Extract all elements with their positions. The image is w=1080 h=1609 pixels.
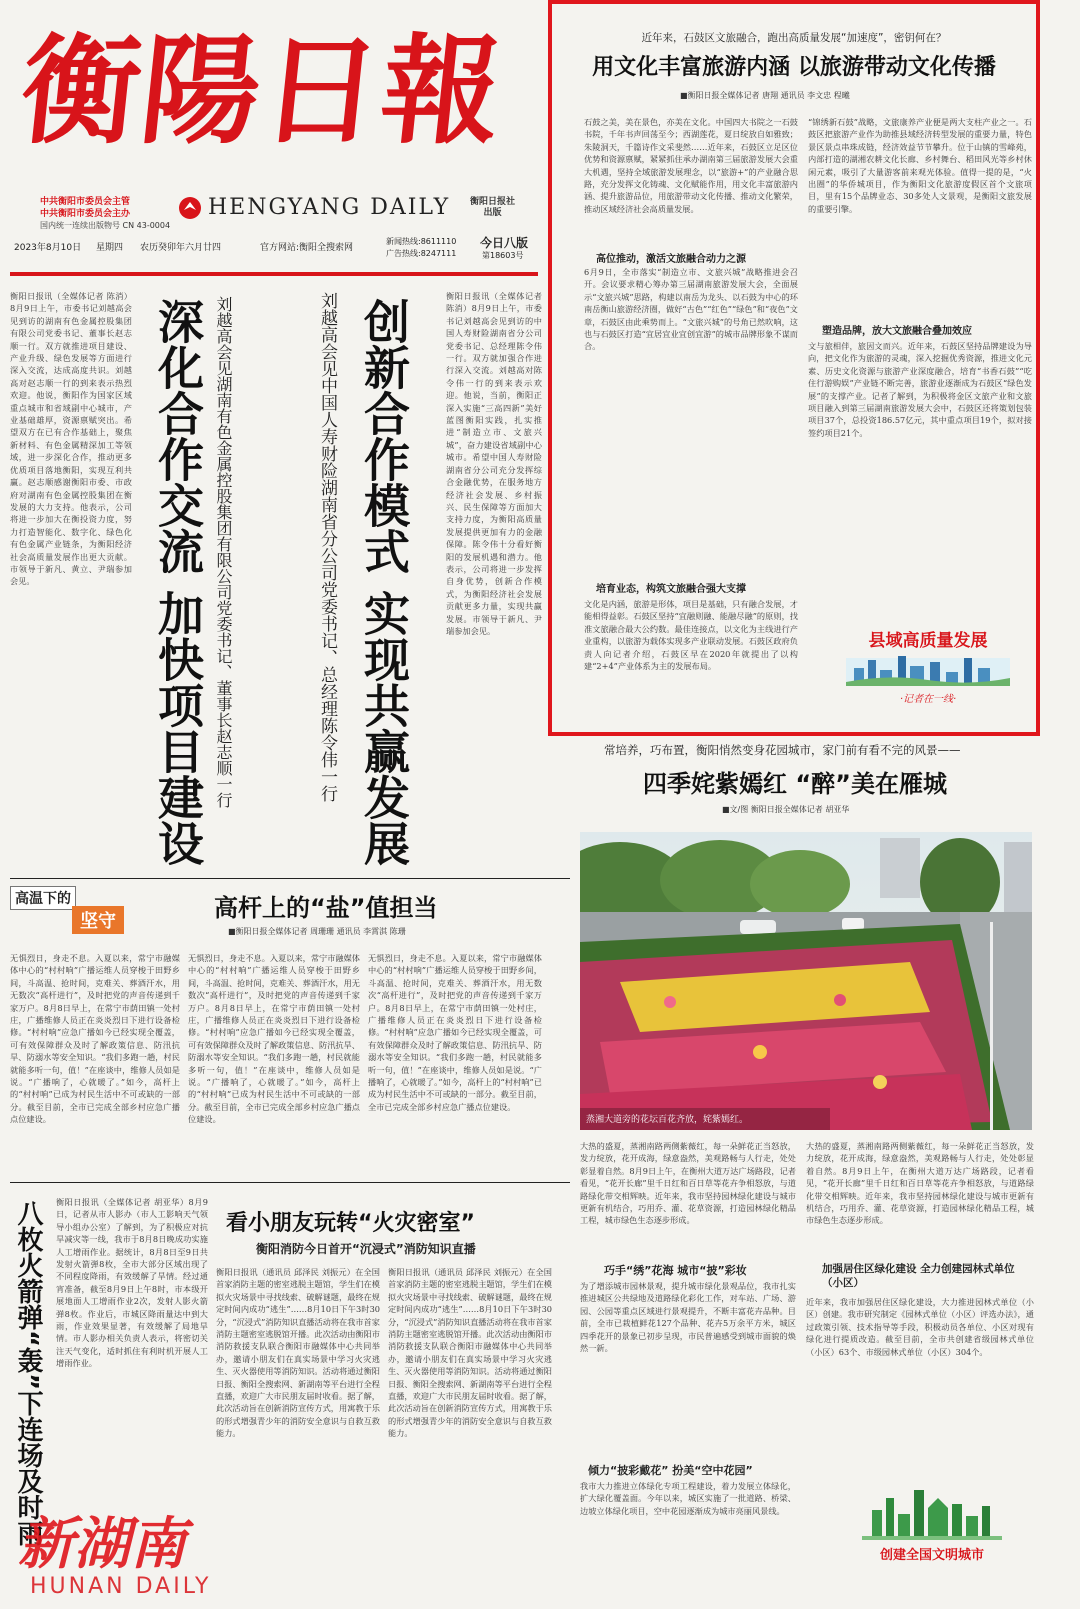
story-d-section-1-body: 为了增添城市园林景观，提升城市绿化景观品位，我市扎实推进城区公共绿地及道路绿化彩化工作，对车站、广场、游园、公园等重点区域进行景观提升，不断丰富花卉品种。目前，全市已栽植鲜花127个品种、花卉5万余平方米，城区四季花开的景象已初步呈现，市民普遍感受到城市面貌的焕然一新。 — [580, 1281, 796, 1354]
flower-bed-photo — [580, 832, 1032, 1130]
story-c-section-3: 塑造品牌，放大文旅融合叠加效应 — [822, 326, 972, 337]
story-c-col2-body: “锦绣新石鼓”战略，文旅康养产业便是两大支柱产业之一。石鼓区把旅游产业作为助推县域经济转型发展的重要力量，特色景区景点串珠成链，经济效益节节攀升。位于山镇的雪峰苑，内部打造的湖湘农耕文化长廊、乡村舞台、稻田风光等乡村休闲元素，吸引了大量游客前来观光体验。值得一提的是，“火出圈”的华侨城项目，作为衡阳文化旅游度假区首个文旅项目，里有15个品牌业态、30多处人文景观，是衡阳文旅发展的重要引擎。 — [808, 117, 1032, 214]
story-c-headline: 用文化丰富旅游内涵 以旅游带动文化传播 — [592, 55, 996, 80]
story-d-headline: 四季姹紫嫣红 “醉”美在雁城 — [643, 770, 947, 798]
sponsor-block — [40, 196, 170, 231]
story-d-kicker: 常培养，巧布置，衡阳悄然变身花园城市，家门前有看不完的风景—— — [604, 743, 961, 757]
section-divider-2 — [10, 1182, 570, 1183]
story-d-section-1: 巧手“绣”花海 城市“披”彩妆 — [604, 1264, 747, 1277]
photo-caption: 蒸湘大道旁的花坛百花齐放，姹紫嫣红。 — [586, 1115, 749, 1125]
news-hotline: 新闻热线:8611110 — [386, 237, 457, 246]
county-badge-footer: ·记者在一线· — [899, 694, 957, 705]
ad-hotline: 广告热线:8247111 — [386, 249, 457, 258]
sponsor-line-2: 中共衡阳市委员会主办 — [40, 209, 131, 219]
issue-weekday: 星期四 — [96, 243, 124, 253]
story-f-body-col1: 衡阳日报讯（通讯员 邱泽民 刘振元）在全国首家消防主题的密室逃脱主题馆，学生们在模拟火灾场景中寻找线索、破解谜题，最终在规定时间内成功“逃生”……8月10日下午3时30分，“沉浸式”消防知识直播活动将在我市首家消防主题密室逃脱馆开播。此次活动由衡阳市消防救援支队联合衡阳市融媒体中心共同举办，邀请小朋友们在真实场景中学习火灾逃生、灭火器使用等消防知识。活动将通过衡阳日报、衡阳全搜索网、新湖南等平台进行全程直播，欢迎广大市民朋友届时收看。据了解，此次活动旨在创新消防宣传方式，用寓教于乐的形式增强青少年的消防安全意识与自救互救能力。 — [216, 1267, 380, 1439]
civilized-city-skyline-icon — [862, 1484, 1002, 1540]
story-c-section-3-body: 文与旅相伴，旅因文而兴。近年来，石鼓区坚持品牌建设为导向，把文化作为旅游的灵魂，深入挖掘优秀资源，推进文化元素、历史文化资源与旅游产业深度融合，培育“书香石鼓”“吃住行游购娱”产业链不断完善，旅游业逐渐成为石鼓区“绿色发展”的支撑产业。记者了解到，为积极将金区文旅产业和文旅项目融入到第三届湖南旅游发展大会中，石鼓区还将策划包装项目37个，总投资186.57亿元，其中重点项目19个，拟对接签约项目21个。 — [808, 341, 1032, 438]
story-b-subtitle: 刘越高会见湖南有色金属控股集团有限公司党委书记、董事长赵志顺一行 — [214, 296, 233, 808]
story-e-body-col1: 无惧烈日，身走不息。入夏以来，常宁市融媒体中心的“村村响”广播运维人员穿梭于田野乡间，斗高温、抢时间，克难关、葬酒汗水，用无数次“高杆进行”，及时把党的声音传递到千家万户。8月8日早上，在常宁市荫田镇一处村庄，广播维修人员正在炎炎烈日下进行设备检修。“村村响”应急广播如今已经实现全覆盖，可有效保障群众及时了解政策信息、防汛抗旱、防溺水等安全知识。“我们多跑一趟，村民就能多听一句，值！”在座谈中，维修人员如是说。“广播响了，心就暖了。”如今，高杆上的“村村响”已成为村民生活中不可或缺的一部分。截至目前，全市已完成全部乡村应急广播点位建设。 — [10, 953, 180, 1125]
story-c-intro: 石鼓之美，美在景色，亦美在文化。中国四大书院之一石鼓书院，千年书声回荡至今；西湖莲花，夏日绽放自如雅致；朱陵洞天，千篇诗作文采斐然……近年来，石鼓区立足区位优势和资源禀赋，紧紧抓住承办湖南第三届旅游发展大会重大机遇，坚持全域旅游发展理念，以“旅游+”的产业融合思路，充分发挥文化铸魂、文化赋能作用，用文化丰富旅游内涵、提升旅游品位，用旅游带动文化传播、推动文化繁荣，推动区域经济社会高质量发展。 — [584, 117, 798, 214]
newspaper-logo-icon — [178, 196, 202, 220]
story-a-headline: 创新合作模式 实现共赢发展 — [357, 298, 411, 867]
story-c-kicker: 近年来，石鼓区文旅融合，跑出高质量发展“加速度”，密钥何在？ — [641, 32, 947, 44]
story-c-section-2: 培育业态，构筑文旅融合强大支撑 — [596, 584, 746, 595]
publisher-name: 衡阳日报社 — [470, 197, 516, 207]
story-d-section-3: 加强居住区绿化建设 全力创建园林式单位（小区） — [822, 1263, 1015, 1289]
story-d-section-2-body: 我市大力推进立体绿化专项工程建设，着力发展立体绿化，扩大绿化覆盖面。今年以来，城区实施了一批道路、桥梁、边坡立体绿化项目，空中花园逐渐成为城市亮丽风景线。 — [580, 1481, 796, 1516]
civilized-city-badge — [862, 1484, 1002, 1568]
story-g-body: 衡阳日报讯（全媒体记者 胡亚华）8月9日，记者从市人影办（市人工影响天气领导小组办公室）了解到，为了积极应对抗旱减灾等一线，我市于8月8日晚成功实施人工增雨作业。据统计，8月8日至9日共发射火箭弹8枚，全市大部分区域出现了不同程度降雨，有效缓解了旱情。经过通宵准备，截至8月9日上午8时，市本级开展地面人工增雨作业2次，发射人影火箭弹8枚。作业后，市城区降雨量达中到大雨，作业效果显著，有效缓解了局地旱情。市人影办相关负责人表示，将密切关注天气变化，适时抓住有利时机开展人工增雨作业。 — [56, 1197, 208, 1369]
story-e-kicker-line-1: 高温下的 — [10, 886, 76, 910]
masthead-divider — [10, 272, 538, 276]
story-c-section-1-body: 6月9日，全市落实“制造立市、文旅兴城”战略推进会召开。会议要求精心筹办第三届湖南旅游发展大会，全面展示“文旅兴城”思路，构建以南岳为龙头、以石鼓为中心的环南岳衡山旅游经济圈，做好“古色”“红色”“绿色”和“夜色”文章，石鼓区由此乘势而上。“文旅兴城”的号角已然吹响，这也与石鼓区打造“宜居宜业宜创宜游”的城市品牌形象不谋而合。 — [584, 267, 798, 352]
section-divider — [10, 878, 570, 879]
publisher-label: 出版 — [483, 208, 502, 218]
page-count: 今日八版 — [480, 236, 529, 250]
county-badge-title: 县域高质量发展 — [868, 631, 988, 651]
story-e-kicker-line-2: 坚守 — [72, 906, 124, 934]
masthead-title: 衡陽日報 — [14, 21, 510, 160]
story-d-intro: 大热的盛夏，蒸湘南路两侧紫薇红，每一朵鲜花正当怒放，发力绽放，花开成海，绿意盎然，美观路畅与人行走，处处彰显着自然。8月9日上午，在衡州大道万达广场路段，记者看见，“花开长廊”里千日红和百日草等花卉争相怒放，与道路绿化带交相辉映。近年来，我市坚持园林绿化建设与城市更新有机结合，巧用乔、灌、花草资源，打造园林绿化精品工程，城市绿色生态逐步形成。 — [580, 1141, 796, 1226]
story-d-section-2: 倾力“披彩戴花” 扮美“空中花园” — [588, 1464, 753, 1477]
info-bar — [14, 236, 534, 266]
story-b-body: 衡阳日报讯（全媒体记者 陈消）8月9日上午，市委书记刘越高会见到访的湖南有色金属控股集团有限公司党委书记、董事长赵志顺一行。双方就推进项目建设、产业升级、绿色发展等方面进行深入交流，达成高度共识。刘越高对赵志顺一行的到来表示热烈欢迎。他说，衡阳作为国家区域重点城市和省域副中心城市，产业基础雄厚，资源禀赋突出。希望双方在已有合作基础上，聚焦新材料、有色金属精深加工等领域，进一步深化合作，推动更多优质项目落地衡阳，实现互利共赢。赵志顺感谢衡阳市委、市政府对湖南有色金属控股集团在衡发展的大力支持。他表示，公司将进一步加大在衡投资力度，努力打造智能化、数字化、绿色化有色金属产业链条，为衡阳经济社会高质量发展作出更大贡献。市领导于新凡、黄立、尹瑞参加会见。 — [10, 291, 132, 587]
issn: 国内统一连续出版物号 CN 43-0004 — [40, 221, 171, 230]
county-badge — [846, 626, 1010, 706]
story-c-section-2-body: 文化是内涵，旅游是形体，项目是基础，只有融合发展，才能相得益彰。石鼓区坚持“宜融则融、能融尽融”的原则，找准文旅融合最大公约数。最佳连接点，以文化为主线进行产业重构，以旅游为载体实现多产业联动发展。石鼓区政府负责人向记者介绍，石鼓区早在2020年就提出了以构建“2+4”产业体系为主的发展布局。 — [584, 599, 798, 672]
publisher-block — [470, 197, 515, 219]
sponsor-line-1: 中共衡阳市委员会主管 — [40, 197, 131, 207]
story-d-col2-body: 大热的盛夏，蒸湘南路两侧紫薇红，每一朵鲜花正当怒放，发力绽放，花开成海，绿意盎然，美观路畅与人行走，处处彰显着自然。8月9日上午，在衡州大道万达广场路段，记者看见，“花开长廊”里千日红和百日草等花卉争相怒放，与道路绿化带交相辉映。近年来，我市坚持园林绿化建设与城市更新有机结合，巧用乔、灌、花草资源，打造园林绿化精品工程，城市绿色生态逐步形成。 — [806, 1141, 1034, 1226]
story-d-section-3-body: 近年来，我市加强居住区绿化建设，大力推进园林式单位（小区）创建。我市研究制定《园林式单位（小区）评选办法》，通过政策引领、技术指导等手段，积极动员各单位、小区对现有绿化进行提质改造。截至目前，全市共创建省级园林式单位（小区）63个、市级园林式单位（小区）304个。 — [806, 1297, 1034, 1357]
story-d-byline: ■文/图 衡阳日报全媒体记者 胡亚华 — [722, 805, 850, 814]
watermark-brand: 新湖南 — [18, 1512, 186, 1577]
issue-date: 2023年8月10日 — [14, 243, 82, 253]
story-e-body-col3: 无惧烈日，身走不息。入夏以来，常宁市融媒体中心的“村村响”广播运维人员穿梭于田野乡间，斗高温、抢时间，克难关、葬酒汗水，用无数次“高杆进行”，及时把党的声音传递到千家万户。8月8日早上，在常宁市荫田镇一处村庄，广播维修人员正在炎炎烈日下进行设备检修。“村村响”应急广播如今已经实现全覆盖，可有效保障群众及时了解政策信息、防汛抗旱、防溺水等安全知识。“我们多跑一趟，村民就能多听一句，值！”在座谈中，维修人员如是说。“广播响了，心就暖了。”如今，高杆上的“村村响”已成为村民生活中不可或缺的一部分。截至目前，全市已完成全部乡村应急广播点位建设。 — [368, 953, 542, 1112]
story-f-body-col2: 衡阳日报讯（通讯员 邱泽民 刘振元）在全国首家消防主题的密室逃脱主题馆，学生们在模拟火灾场景中寻找线索、破解谜题，最终在规定时间内成功“逃生”……8月10日下午3时30分，“沉浸式”消防知识直播活动将在我市首家消防主题密室逃脱馆开播。此次活动由衡阳市消防救援支队联合衡阳市融媒体中心共同举办，邀请小朋友们在真实场景中学习火灾逃生、灭火器使用等消防知识。活动将通过衡阳日报、衡阳全搜索网、新湖南等平台进行全程直播，欢迎广大市民朋友届时收看。据了解，此次活动旨在创新消防宣传方式，用寓教于乐的形式增强青少年的消防安全意识与自救互救能力。 — [388, 1267, 552, 1439]
story-e-byline: ■衡阳日报全媒体记者 周珊珊 通讯员 李霄淇 陈珊 — [228, 927, 406, 936]
story-c-section-1: 高位推动，激活文旅融合动力之源 — [596, 254, 746, 265]
civilized-city-badge-title: 创建全国文明城市 — [879, 1548, 984, 1563]
lunar-date: 农历癸卯年六月廿四 — [140, 243, 222, 253]
story-a-subtitle: 刘越高会见中国人寿财险湖南省分公司党委书记、总经理陈令伟一行 — [317, 292, 337, 802]
story-a-body: 衡阳日报讯（全媒体记者 陈消）8月9日上午，市委书记刘越高会见到访的中国人寿财险湖南省分公司党委书记、总经理陈令伟一行。双方就加强合作进行深入交流。刘越高对陈令伟一行的到来表示欢迎。他说，当前，衡阳正深入实施“三高四新”美好蓝图衡阳实践，扎实推进“制造立市、文旅兴城”，奋力建设省域副中心城市。希望中国人寿财险湖南省分公司充分发挥综合金融优势，在服务地方经济社会发展、乡村振兴、民生保障等方面加大支持力度，为衡阳高质量发展提供更加有力的金融保障。陈令伟十分看好衡阳的发展机遇和潜力。他表示，公司将进一步发挥自身优势，创新合作模式，为衡阳经济社会发展贡献更多力量，实现共赢发展。市领导于新凡、尹瑞参加会见。 — [446, 291, 542, 636]
watermark-brand-en: HUNAN DAILY — [30, 1574, 212, 1599]
story-g-headline: 八枚火箭弹“轰”下连场及时雨 — [13, 1200, 43, 1547]
story-f-subtitle: 衡阳消防今日首开“沉浸式”消防知识直播 — [256, 1242, 476, 1256]
story-f-headline: 看小朋友玩转“火灾密室” — [226, 1211, 475, 1236]
issue-number: 第18603号 — [482, 251, 524, 260]
story-e-body-col2: 无惧烈日，身走不息。入夏以来，常宁市融媒体中心的“村村响”广播运维人员穿梭于田野乡间，斗高温、抢时间，克难关、葬酒汗水，用无数次“高杆进行”，及时把党的声音传递到千家万户。8月8日早上，在常宁市荫田镇一处村庄，广播维修人员正在炎炎烈日下进行设备检修。“村村响”应急广播如今已经实现全覆盖，可有效保障群众及时了解政策信息、防汛抗旱、防溺水等安全知识。“我们多跑一趟，村民就能多听一句，值！”在座谈中，维修人员如是说。“广播响了，心就暖了。”如今，高杆上的“村村响”已成为村民生活中不可或缺的一部分。截至目前，全市已完成全部乡村应急广播点位建设。 — [188, 953, 360, 1125]
english-name: HENGYANG DAILY — [208, 195, 451, 220]
story-e-kicker-tag — [10, 886, 138, 938]
county-badge-skyline-icon — [846, 648, 1010, 686]
official-website: 官方网站:衡阳全搜索网 — [260, 243, 354, 253]
story-c-byline: ■衡阳日报全媒体记者 唐翔 通讯员 李文忠 程曦 — [680, 91, 850, 100]
story-b-headline: 深化合作交流 加快项目建设 — [151, 298, 205, 867]
story-e-headline: 高杆上的“盐”值担当 — [214, 894, 438, 922]
